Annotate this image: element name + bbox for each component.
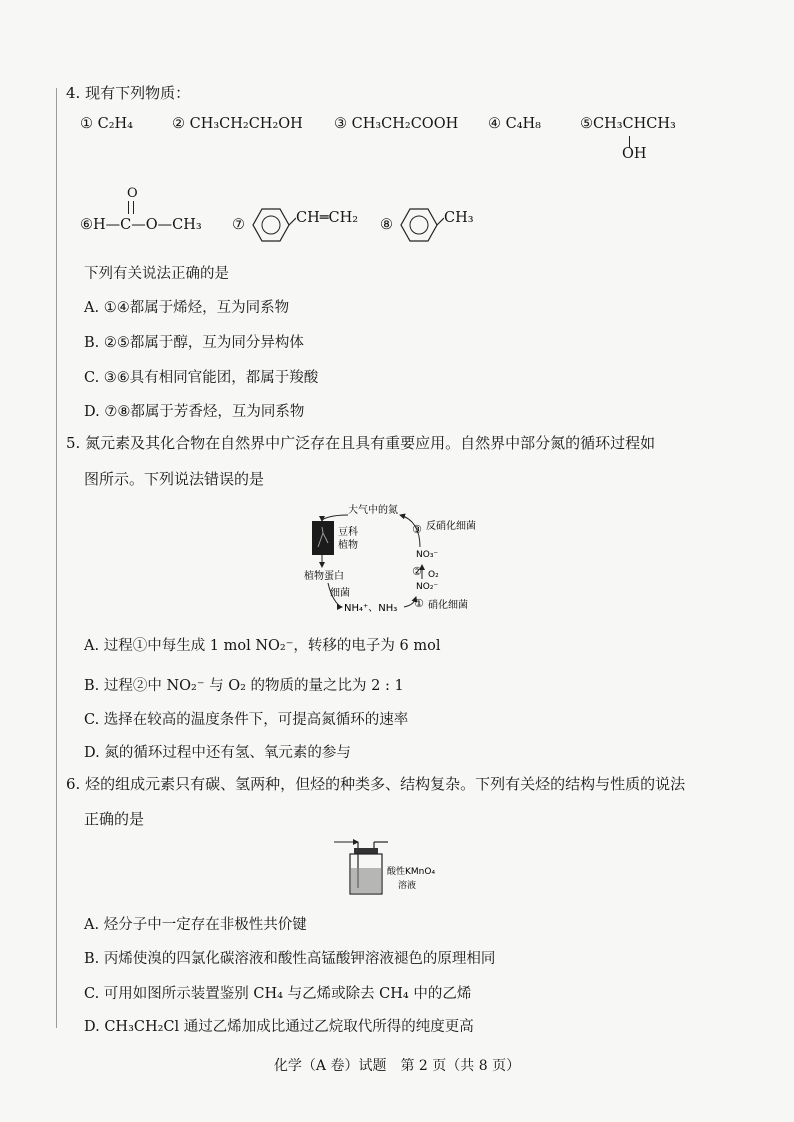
q4-option-b: B. ②⑤都属于醇，互为同分异构体	[84, 335, 304, 351]
q4-stem: 4. 现有下列物质：	[66, 84, 191, 102]
ammonia-label: NH₄⁺、NH₃	[344, 603, 398, 614]
q5-option-b: B. 过程②中 NO₂⁻ 与 O₂ 的物质的量之比为 2 : 1	[84, 678, 404, 694]
page-footer: 化学（A 卷）试题 第 2 页（共 8 页）	[273, 1058, 521, 1074]
item-number: ④	[488, 116, 501, 132]
apparatus-label-2: 溶液	[398, 881, 417, 891]
item-number: ⑦	[232, 217, 245, 233]
q6-option-a: A. 烃分子中一定存在非极性共价键	[84, 917, 307, 933]
q6-option-c: C. 可用如图所示装置鉴别 CH₄ 与乙烯或除去 CH₄ 中的乙烯	[84, 986, 472, 1002]
q5-option-a: A. 过程①中每生成 1 mol NO₂⁻，转移的电子为 6 mol	[84, 638, 441, 654]
q5-stem-line2: 图所示。下列说法错误的是	[84, 470, 265, 488]
q5-option-c: C. 选择在较高的温度条件下，可提高氮循环的速率	[84, 712, 409, 728]
apparatus-label-1: 酸性KMnO₄	[387, 867, 436, 877]
q6-stem-line2: 正确的是	[84, 810, 145, 828]
item-formula: C₄H₈	[505, 116, 541, 132]
item-formula: C₂H₄	[97, 116, 133, 132]
item-formula: CH₃CH₂CH₂OH	[189, 116, 303, 132]
q5-stem-line1: 5. 氮元素及其化合物在自然界中广泛存在且具有重要应用。自然界中部分氮的循环过程如	[66, 434, 656, 452]
item-number: ⑤	[580, 116, 593, 132]
legume-label: 豆科	[338, 527, 358, 538]
item-formula: H—C—O—CH₃	[93, 217, 202, 233]
gas-wash-bottle-apparatus	[330, 836, 460, 898]
double-bond	[128, 201, 134, 214]
item-number: ②	[172, 116, 185, 132]
nitrogen-cycle-diagram	[300, 497, 510, 617]
q4-item-3	[334, 116, 458, 132]
q4-item-1	[80, 116, 133, 132]
item-number: ⑧	[380, 217, 393, 233]
q4-option-d: D. ⑦⑧都属于芳香烃，互为同系物	[84, 404, 305, 420]
q4-item-7	[232, 217, 245, 233]
margin-line	[56, 88, 57, 1028]
q4-item-8-formula: CH₃	[444, 210, 474, 226]
item-number: ⑥	[80, 217, 93, 233]
no2-label: NO₂⁻	[416, 582, 439, 592]
no3-label: NO₃⁻	[416, 550, 439, 560]
benzene-ring-icon	[250, 206, 296, 246]
item-formula: CH₃CHCH₃	[593, 116, 676, 132]
q4-item-5-branch: OH	[622, 146, 647, 162]
item-number: ①	[80, 116, 93, 132]
q4-item-2	[172, 116, 303, 132]
plant-label: 植物	[338, 540, 358, 551]
q4-item-4	[488, 116, 541, 132]
q6-stem-line1: 6. 烃的组成元素只有碳、氢两种，但烃的种类多、结构复杂。下列有关烃的结构与性质的说法	[66, 775, 686, 793]
o2-label: O₂	[428, 570, 439, 580]
q4-item-8	[380, 217, 393, 233]
plant-protein-label: 植物蛋白	[304, 571, 344, 582]
q4-prompt: 下列有关说法正确的是	[84, 266, 229, 282]
item-formula: CH₃CH₂COOH	[351, 116, 459, 132]
denitrifying-label: 反硝化细菌	[426, 521, 476, 532]
item-number: ③	[334, 116, 347, 132]
step3-marker: ③	[412, 523, 422, 536]
atmosphere-label: 大气中的氮	[348, 505, 398, 516]
step2-marker: ②	[412, 565, 422, 578]
q4-option-c: C. ③⑥具有相同官能团，都属于羧酸	[84, 370, 319, 386]
nitrifying-label: 硝化细菌	[428, 600, 468, 611]
q4-item-5	[580, 116, 676, 132]
q6-option-b: B. 丙烯使溴的四氯化碳溶液和酸性高锰酸钾溶液褪色的原理相同	[84, 951, 496, 967]
q4-item-7-formula: CH═CH₂	[296, 210, 359, 226]
q4-option-a: A. ①④都属于烯烃，互为同系物	[84, 300, 290, 316]
q4-item-6-top-atom: O	[127, 186, 138, 201]
q5-option-d: D. 氮的循环过程中还有氢、氧元素的参与	[84, 745, 351, 761]
bacteria-label: 细菌	[330, 588, 350, 599]
toluene-ring-icon	[398, 206, 444, 246]
step1-marker: ①	[414, 597, 424, 610]
fixation-arrow	[322, 515, 348, 521]
legume-plant-icon	[312, 521, 334, 555]
q6-option-d: D. CH₃CH₂Cl 通过乙烯加成比通过乙烷取代所得的纯度更高	[84, 1019, 474, 1035]
q4-item-6	[80, 217, 202, 233]
